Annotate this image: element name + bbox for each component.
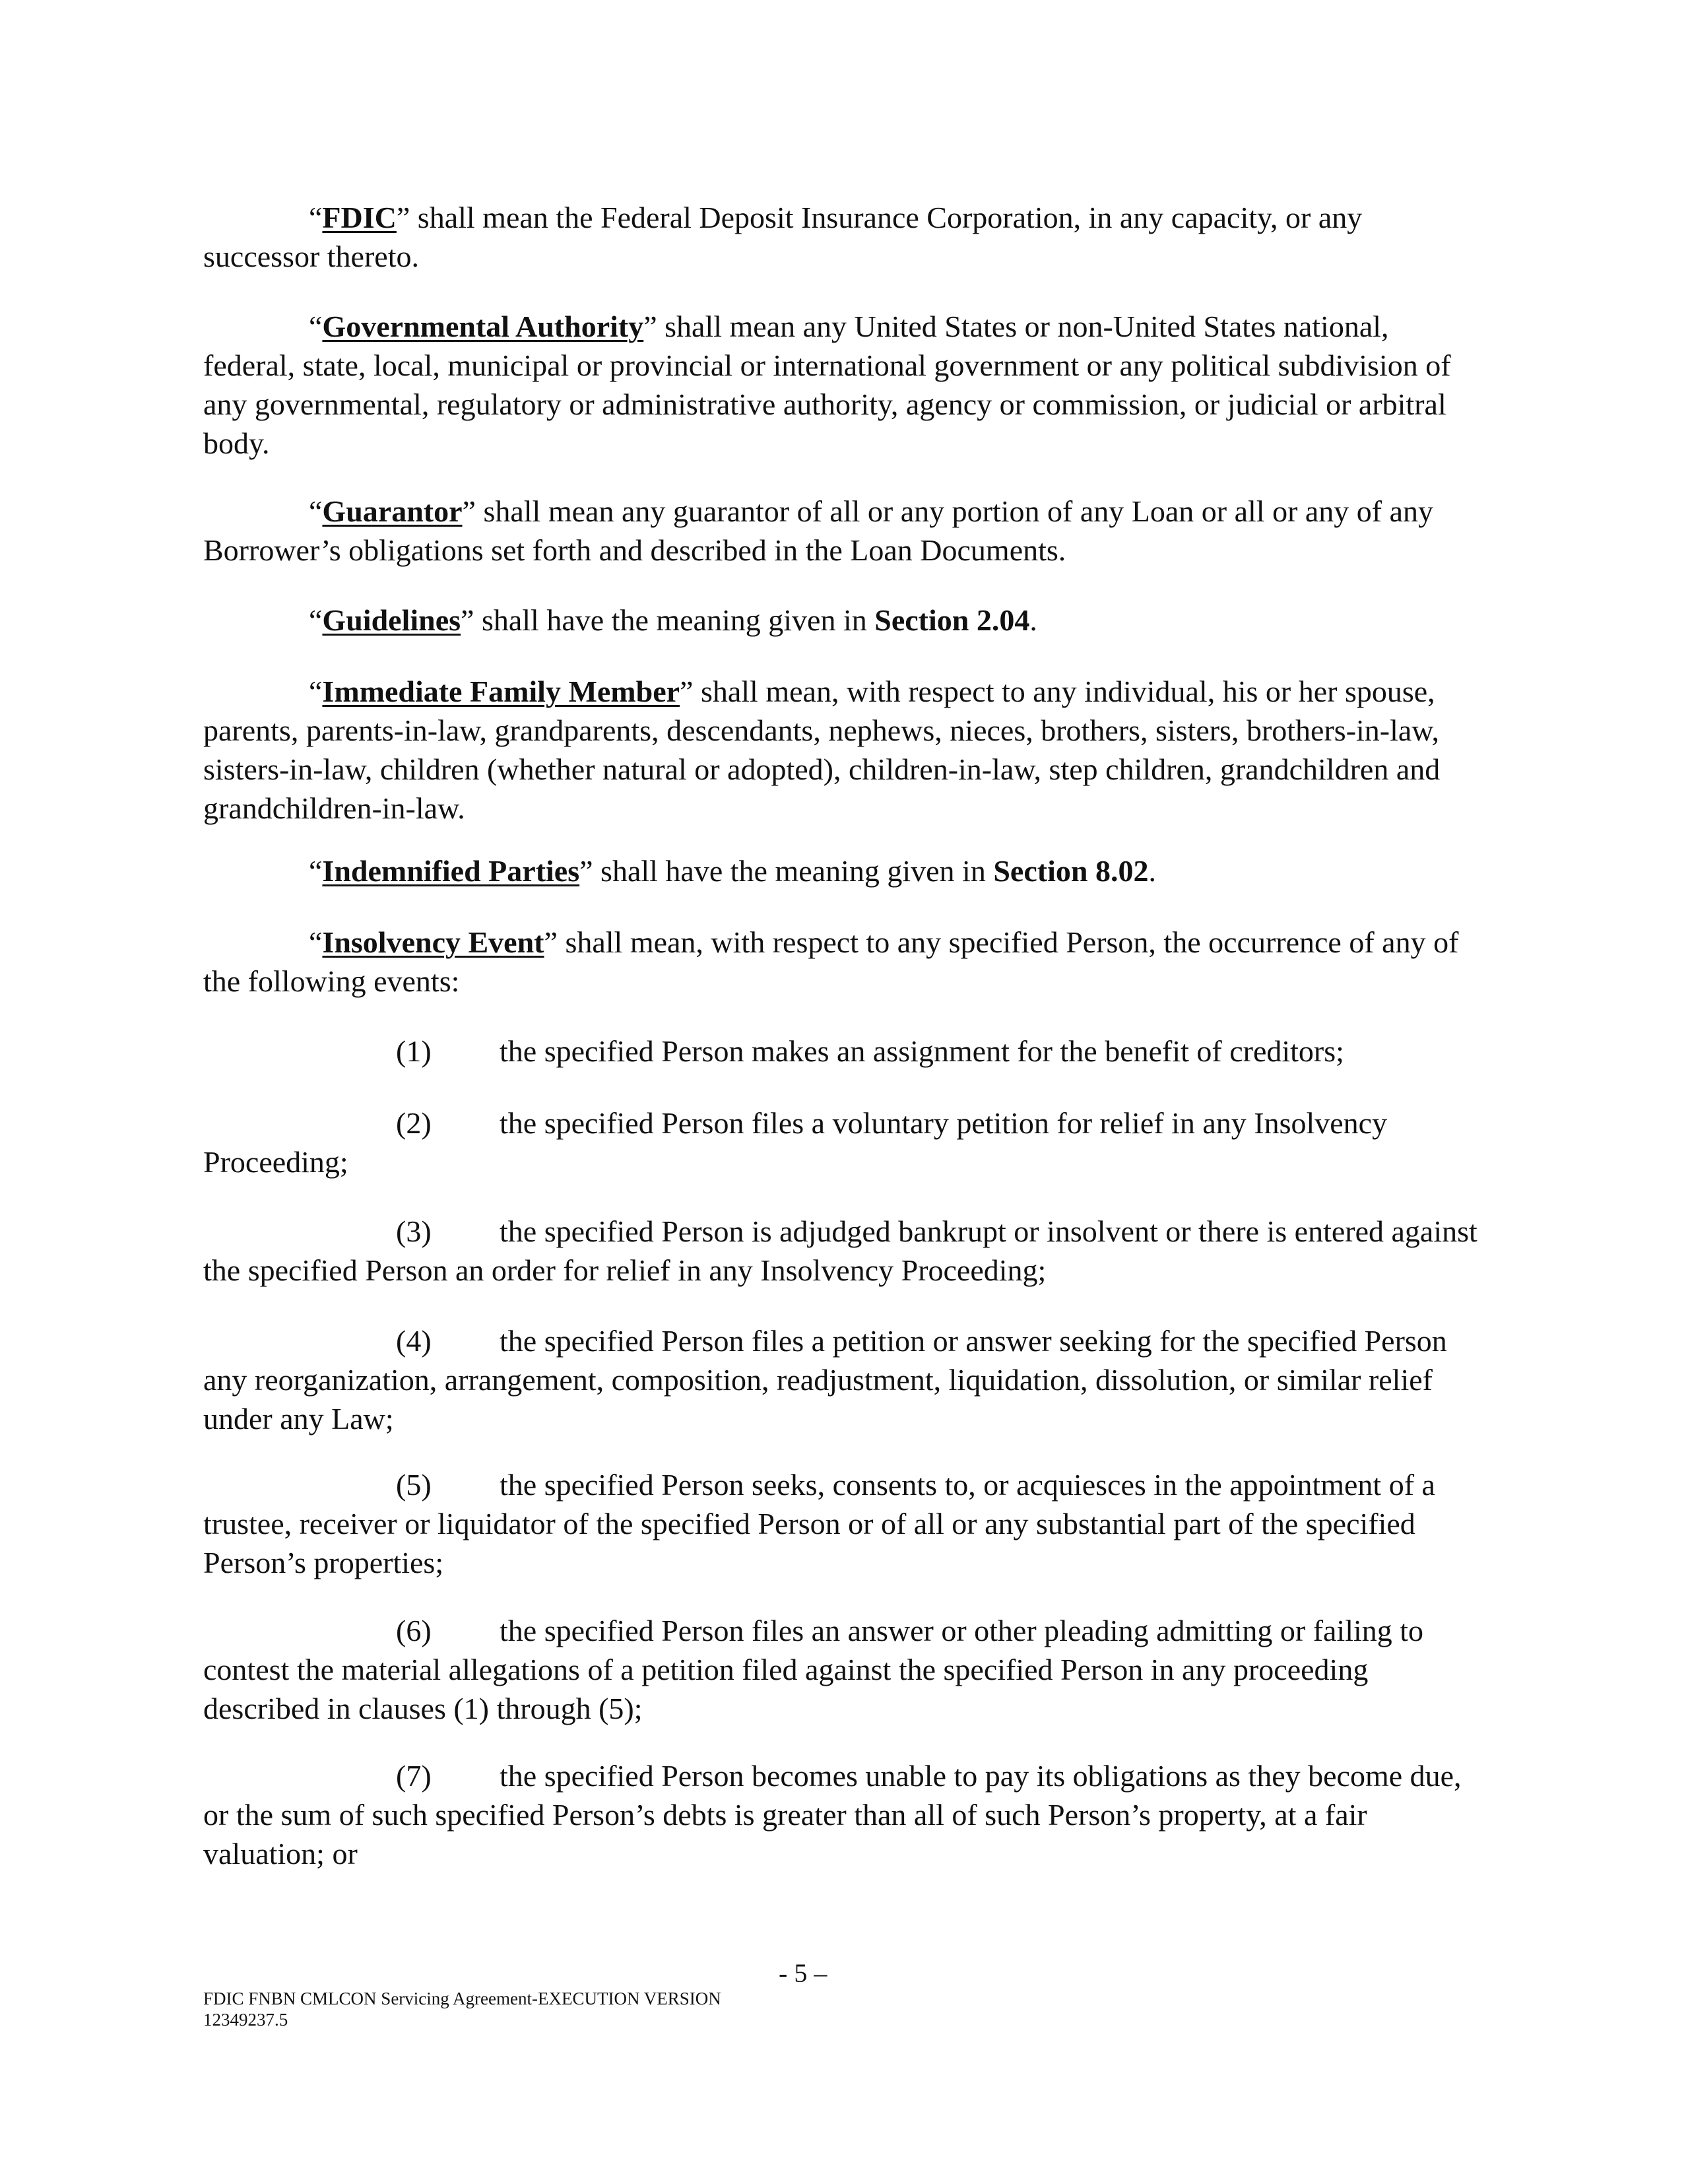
clause-number: (1) xyxy=(396,1034,432,1068)
defined-term: Guarantor xyxy=(322,494,463,528)
definition-insolvency-event: “Insolvency Event” shall mean, with respect to any specified Person, the occurrence of any of the following events: xyxy=(203,925,1459,998)
clause-number: (3) xyxy=(396,1214,432,1248)
defined-term: Governmental Authority xyxy=(322,310,644,343)
defined-term: Guidelines xyxy=(322,603,461,637)
clause-text: the specified Person makes an assignment for the benefit of creditors; xyxy=(500,1034,1344,1068)
clause-text: the specified Person files an answer or other pleading admitting or failing to contest the material allegations of a petition filed against the specified Person in any proceeding described in clauses (1) through (5); xyxy=(203,1614,1424,1725)
clause-number: (5) xyxy=(396,1468,432,1502)
clause-6 xyxy=(203,1611,1483,1728)
clause-text: the specified Person becomes unable to pay its obligations as they become due, or the sum of such specified Person’s debts is greater than all of such Person’s property, at a fair valuation; or xyxy=(203,1759,1462,1870)
clause-text: the specified Person files a petition or answer seeking for the specified Person any reorganization, arrangement, composition, readjustment, liquidation, dissolution, or similar relief under any Law; xyxy=(203,1324,1447,1436)
clause-3 xyxy=(203,1212,1483,1290)
defined-term: FDIC xyxy=(322,201,397,234)
clause-number: (7) xyxy=(396,1759,432,1793)
definition-governmental-authority: “Governmental Authority” shall mean any United States or non-United States national, federal, state, local, municipal or provincial or international government or any political subdivision of any governmental, regulatory or administrative authority, agency or commission, or judicial or arbitral body. xyxy=(203,310,1451,460)
section-reference: Section 2.04 xyxy=(874,603,1030,637)
definition-indemnified-parties: “Indemnified Parties” shall have the meaning given in Section 8.02. xyxy=(309,854,1156,888)
clause-text: the specified Person files a voluntary petition for relief in any Insolvency xyxy=(500,1106,1388,1140)
definition-guidelines: “Guidelines” shall have the meaning given in Section 2.04. xyxy=(309,603,1037,637)
defined-term: Immediate Family Member xyxy=(322,675,680,708)
section-reference: Section 8.02 xyxy=(993,854,1149,888)
page-number: - 5 – xyxy=(779,1958,827,1988)
clause-number: (6) xyxy=(396,1614,432,1647)
clause-continuation: Proceeding; xyxy=(203,1145,348,1179)
clause-number: (2) xyxy=(396,1106,432,1140)
definition-fdic: “FDIC” shall mean the Federal Deposit Insurance Corporation, in any capacity, or any successor thereto. xyxy=(203,201,1363,273)
defined-term: Indemnified Parties xyxy=(322,854,580,888)
definition-immediate-family-member: “Immediate Family Member” shall mean, with respect to any individual, his or her spouse, parents, parents-in-law, grandparents, descendants, nephews, nieces, brothers, sisters, brothers-in-law, sisters-in-law, children (whether natural or adopted), children-in-law, step children, grandchildren and grandchildren-in-law. xyxy=(203,675,1441,825)
clause-5 xyxy=(203,1465,1483,1582)
clause-4 xyxy=(203,1321,1483,1438)
footer-doc-id: 12349237.5 xyxy=(203,2010,288,2030)
document-footer xyxy=(203,1988,721,2030)
definition-guarantor: “Guarantor” shall mean any guarantor of all or any portion of any Loan or all or any of any Borrower’s obligations set forth and described in the Loan Documents. xyxy=(203,494,1434,567)
clause-text: the specified Person is adjudged bankrupt or insolvent or there is entered against the specified Person an order for relief in any Insolvency Proceeding; xyxy=(203,1214,1477,1287)
clause-text: the specified Person seeks, consents to, or acquiesces in the appointment of a trustee, receiver or liquidator of the specified Person or of all or any substantial part of the specified Person’s properties; xyxy=(203,1468,1435,1579)
footer-title: FDIC FNBN CMLCON Servicing Agreement-EXECUTION VERSION xyxy=(203,1989,721,2008)
defined-term: Insolvency Event xyxy=(322,925,544,959)
clause-7 xyxy=(203,1756,1483,1873)
clause-number: (4) xyxy=(396,1324,432,1358)
